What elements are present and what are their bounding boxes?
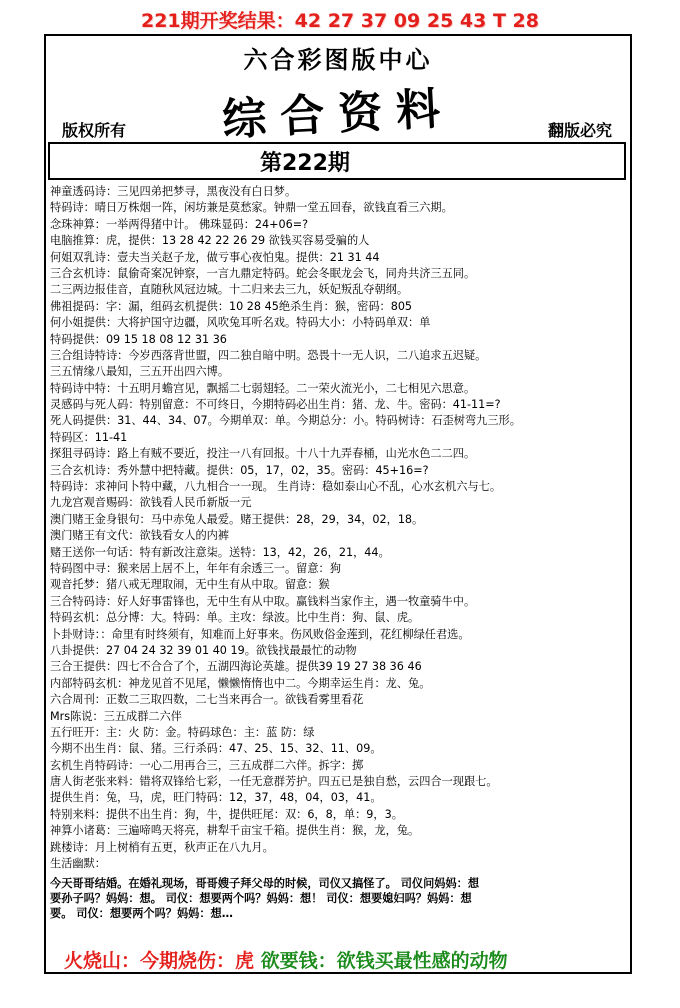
info-line: 何小姐提供：大将护国守边疆，风吹兔耳听名戏。特码大小：小特码单双：单 (50, 316, 431, 330)
info-line: 提供生肖：兔，马，虎，旺门特码：12，37，48，04，03，41。 (50, 791, 382, 805)
info-line: 三合特码诗：好人好事雷锋也，无中生有从中取。赢钱料当家作主，遇一牧童骑牛中。 (50, 594, 476, 608)
info-line: 特码玄机：总分博：大。特码：单。主攻：绿波。比中生肖：狗、鼠、虎。 (50, 611, 420, 625)
info-line: 死人码提供：31、44、34、07。今期单双：单。今期总分：小。特码树诗：石歪树弯九三形。 (50, 414, 521, 428)
humor-line: 今天哥哥结婚。在婚礼现场，哥哥嫂子拜父母的时候，司仪又搞怪了。 司仪问妈妈：想 (50, 877, 480, 890)
info-line: 佛祖提码：字：漏，组码玄机提供：10 28 45绝杀生肖：猴，密码：805 (50, 299, 413, 313)
issue-number: 第222期 (260, 151, 350, 176)
footer-banner (64, 946, 624, 973)
info-line: 赌王送你一句话：特有新改注意柒。送特：13，42，26，21，44。 (50, 545, 390, 559)
info-line: 特码诗：晴日万株烟一阵，闲坊兼是莫愁家。钟鼎一堂五回春，欲钱直看三六期。 (50, 201, 453, 215)
info-line: 内部特码玄机：神龙见首不见尾，懒懒惰惰也中二。今期幸运生肖：龙、兔。 (50, 676, 431, 690)
info-line: 三合玄机诗：秀外慧中把特藏。提供：05，17，02，35。密码：45+16=? (50, 463, 429, 477)
footer-money-label: 欲要钱： (260, 950, 337, 972)
info-line: 生活幽默： (50, 857, 106, 871)
footer-prefix: 火烧山：今期烧伤： (64, 950, 236, 972)
draw-result-banner: 221期开奖结果：42 27 37 09 25 43 T 28 (140, 10, 539, 32)
info-line: 二三两边报佳音，直随秋风冠边城。十二归来去三九，妖妃叛乱夺朝纲。 (50, 283, 409, 297)
info-line: 澳门赌王金身银句：马中赤兔人最爱。赌王提供：28，29，34，02，18。 (50, 512, 424, 526)
humor-section (50, 876, 620, 921)
info-list (50, 184, 626, 872)
info-line: 神童透码诗：三见四弟把梦寻，黑夜没有白日梦。 (50, 185, 297, 198)
info-line: 三合组诗特诗：今岁西落背世盟，四二独自暗中明。恐畏十一无人识，二八追求五迟疑。 (50, 348, 487, 362)
info-line: 玄机生肖特码诗：一心二用再合三，三五成群二六伴。拆字：掷 (50, 758, 364, 772)
copyright-label: 版权所有 (62, 121, 127, 140)
info-line: 特码提供：09 15 18 08 12 31 36 (50, 332, 227, 346)
header-big-title: 综合资料 (221, 82, 456, 147)
info-line: 澳门赌王有文代：欲钱看女人的内裤 (50, 529, 230, 543)
info-line: 何姐双乳诗：壹夫当关赵子龙，做亏事心夜怕鬼。提供：21 31 44 (50, 250, 380, 264)
info-line: 跳楼诗：月上树梢有五更，秋声正在八九月。 (50, 840, 274, 854)
info-line: 灵感码与死人码：特别留意：不可终日，今期特码必出生肖：猪、龙、牛。密码：41-11=? (50, 398, 501, 412)
info-line: 特码图中寻：猴来居上居不上，年年有余透三一。留意：狗 (50, 561, 341, 575)
info-line: 探狙寻码诗：路上有贼不要近，投注一八有回报。十八十九弄春桶，山光水色二二四。 (50, 447, 476, 461)
info-line: 五行旺开：主：火 防：金。特码球色：主：蓝 防：绿 (50, 725, 315, 739)
info-line: 特别来料：提供不出生肖：狗，牛，提供旺尾：双：6，8，单：9，3。 (50, 807, 403, 821)
info-line: 特码诗：求神问卜特中藏，八九相合一一现。 生肖诗：稳如泰山心不乱，心水玄机六与七。 (50, 480, 502, 494)
info-line: 三合王提供：四七不合合了个，五湖四海论英雄。提供39 19 27 38 36 46 (50, 660, 422, 674)
info-line: 电脑推算：虎，提供：13 28 42 22 26 29 欲钱买容易受骗的人 (50, 234, 370, 248)
info-line: 今期不出生肖：鼠、猪。三行杀码：47、25、15、32、11、09。 (50, 742, 382, 756)
info-line: 特码区：11-41 (50, 430, 128, 444)
header-center-title: 六合彩图版中心 (243, 45, 433, 74)
info-line: 卜卦财诗：：命里有时终须有，知难而上好事来。伤风败俗金莲到，花红柳绿任君选。 (50, 627, 470, 641)
info-line: 念珠神算：一举两得猪中计。 佛珠显码：24+06=? (50, 217, 309, 231)
info-line: 八卦提供：27 04 24 32 39 01 40 19。欲钱找最最忙的动物 (50, 643, 357, 657)
footer-zodiac: 虎 (235, 950, 255, 972)
humor-line: 要孙子吗？妈妈：想。 司仪：想要两个吗？妈妈：想！ 司仪：想要媳妇吗？妈妈：想 (50, 892, 472, 905)
info-line: 六合周刊：正数二三取四数，二七当来再合一。欲钱看雾里看花 (50, 693, 364, 707)
issue-box (48, 142, 626, 180)
info-line: 三合玄机诗：鼠偷奇案况钟察，一言九鼎定特码。蛇会冬眠龙会飞，同舟共济三五同。 (50, 266, 476, 280)
info-line: Mrs陈说：三五成群二六伴 (50, 709, 182, 723)
info-line: 观音托梦：猪八戒无理取闹，无中生有从中取。留意：猴 (50, 578, 330, 592)
humor-line: 要。 司仪：想要两个吗？妈妈：想… (50, 907, 233, 920)
info-line: 神算小诸葛：三遍啼鸣天将亮，耕犁千亩宝千箱。提供生肖：猴，龙，兔。 (50, 824, 420, 838)
info-line: 九龙宫观音赐码：欲钱看人民币新版一元 (50, 496, 252, 510)
no-copy-label: 翻版必究 (547, 121, 612, 140)
info-line: 唐人街老张来料：错将双锋给七彩，一任无意群芳护。四五已是独自愁，云四合一现跟七。 (50, 775, 498, 789)
footer-hint: 欲钱买最性感的动物 (336, 950, 508, 972)
info-line: 特码诗中特：十五明月蟾宫见，飘摇二七弱翅轻。二一荣火流光小，二七相见六思意。 (50, 381, 476, 395)
info-line: 三五情缘八最知，三五开出四六博。 (50, 365, 230, 379)
